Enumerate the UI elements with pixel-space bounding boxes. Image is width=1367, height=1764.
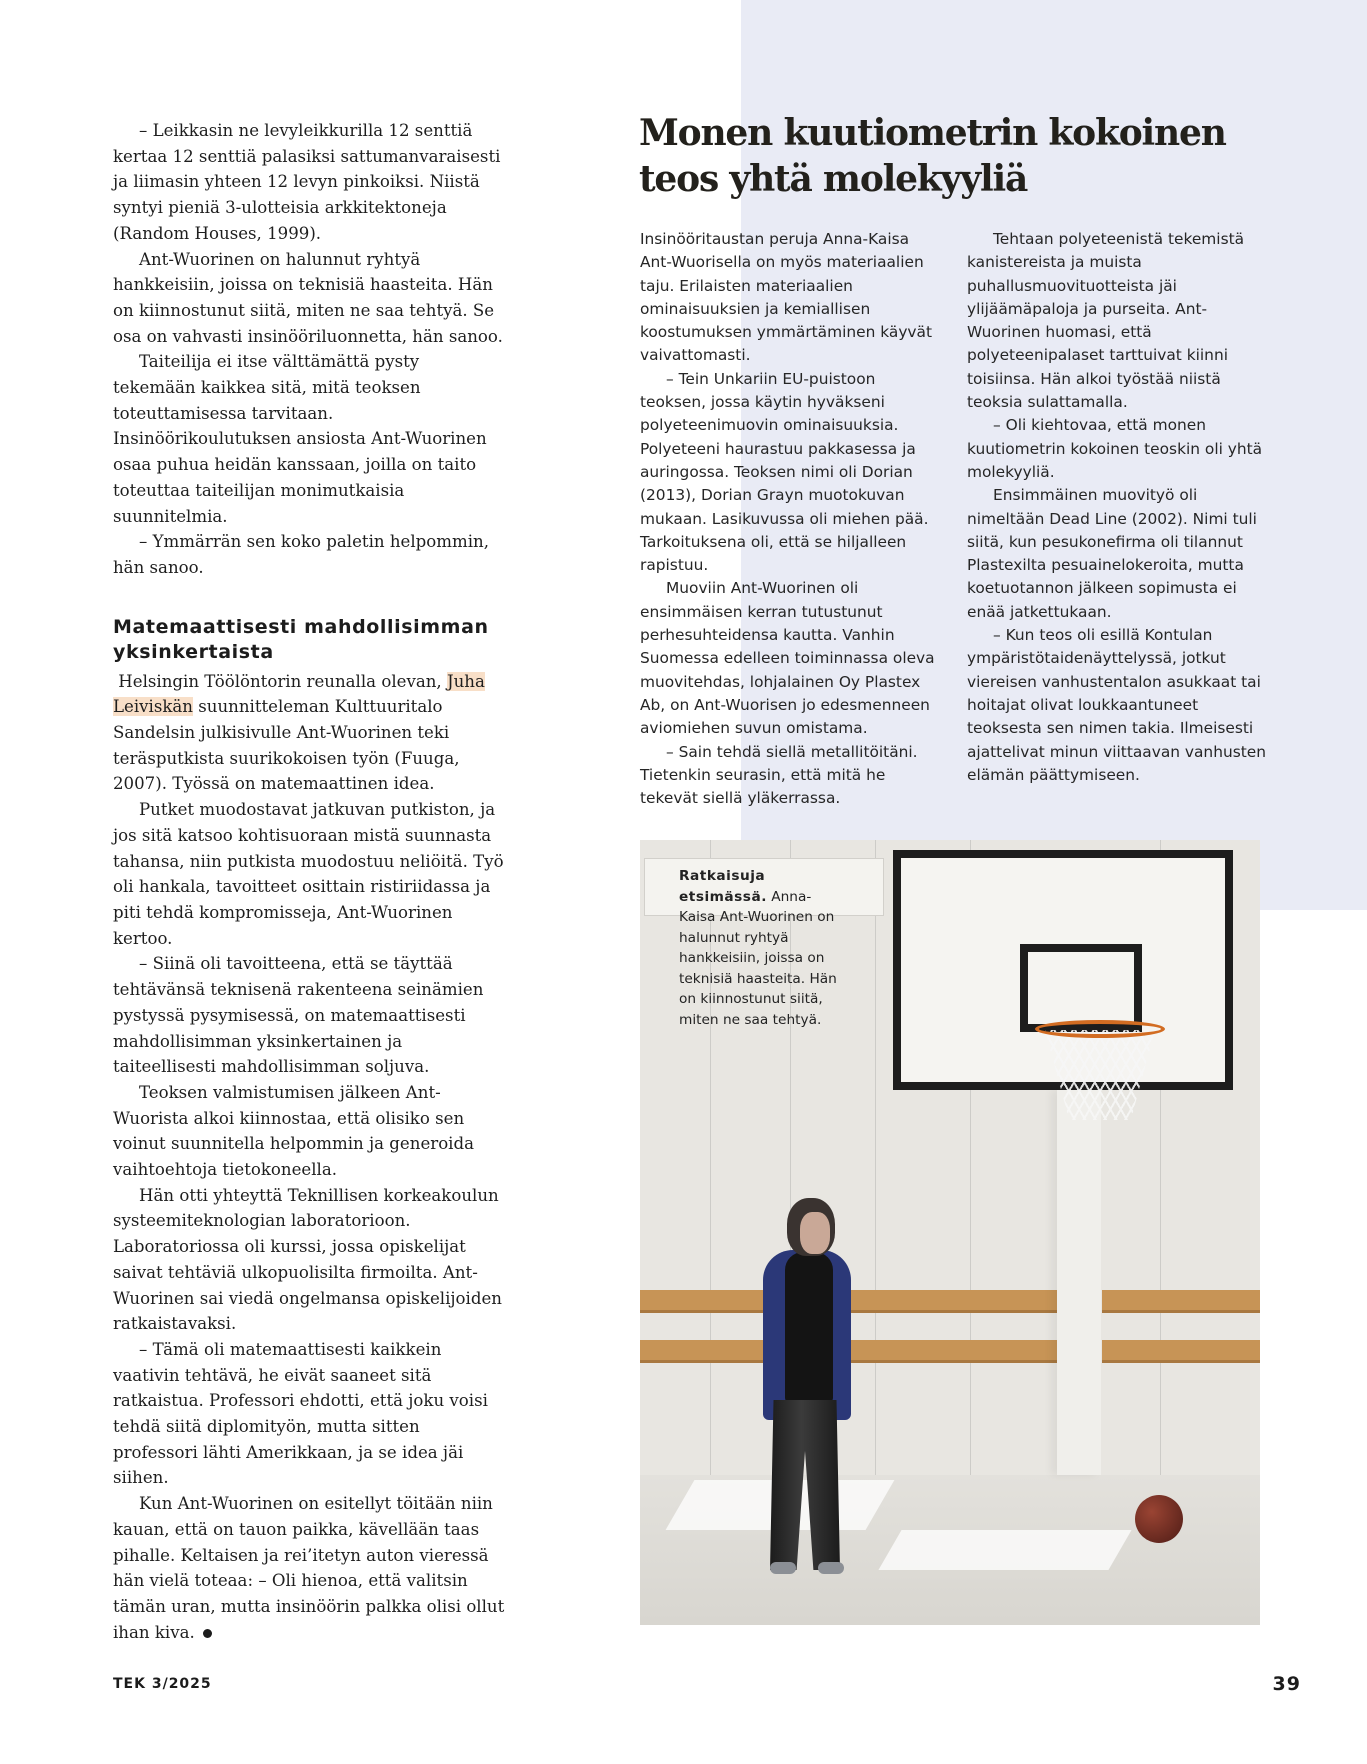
person-shirt xyxy=(785,1252,833,1402)
wall-bench-rail xyxy=(1102,1340,1260,1360)
paragraph: – Sain tehdä siellä metallitöitäni. Tietenkin seurasin, että mitä he tekevät siellä yläkerrassa. xyxy=(640,742,918,808)
left-article-column xyxy=(113,118,505,1645)
paragraph-text: suunnitteleman Kulttuuritalo Sandelsin julkisivulle Ant-Wuorinen teki teräsputkista suurikokoisen työn (Fuuga, 2007). Työssä on matemaattinen idea. xyxy=(113,697,460,794)
right-column-a xyxy=(640,228,940,810)
paragraph: Insinööritaustan peruja Anna-Kaisa Ant-Wuorisella on myös materiaalien taju. Erilaisten materiaalien ominaisuuksien ja kemiallisen koostumuksen ymmärtäminen käyvät vaivattomasti. xyxy=(640,230,933,365)
paragraph: Tehtaan polyeteenistä tekemistä kanistereista ja muista puhallusmuovituotteista jäi ylijäämäpaloja ja purseita. Ant-Wuorinen huomasi, että polyeteenipalaset tarttuivat kiinni toisiinsa. Hän alkoi työstää niistä teoksia sulattamalla. xyxy=(967,230,1245,412)
paragraph: Hän otti yhteyttä Teknillisen korkeakoulun systeemiteknologian laboratorioon. Laboratoriossa oli kurssi, jossa opiskelijat saivat tehtäviä ulkopuolisilta firmoilta. Ant-Wuorinen sai viedä ongelmansa opiskelijoiden ratkaistavaksi. xyxy=(113,1185,502,1334)
paragraph: – Kun teos oli esillä Kontulan ympäristötaidenäyttelyssä, jotkut viereisen vanhustentalon asukkaat tai hoitajat olivat loukkaantuneet teoksesta sen nimen takia. Ilmeisesti ajattelivat minun viittaavan vanhusten elämän päättymiseen. xyxy=(967,626,1266,784)
paragraph: Ensimmäinen muovityö oli nimeltään Dead Line (2002). Nimi tuli siitä, kun pesukonefirma oli tilannut Plastexilta pesuainelokeroita, mutta koetuotannon jälkeen sopimusta ei enää jatkettukaan. xyxy=(967,486,1257,621)
issue-label: TEK 3/2025 xyxy=(113,1676,212,1692)
person-shoe xyxy=(818,1562,844,1574)
paragraph: Muoviin Ant-Wuorinen oli ensimmäisen kerran tutustunut perhesuhteidensa kautta. Vanhin Suomessa edelleen toiminnassa oleva muovitehdas, lohjalainen Oy Plastex Ab, on Ant-Wuorisen jo edesmenneen aviomiehen suvun omistama. xyxy=(640,579,935,738)
subheading: Matemaattisesti mahdollisimman yksinkertaista xyxy=(113,615,489,663)
person-face xyxy=(800,1212,830,1254)
paragraph: – Oli kiehtovaa, että monen kuutiometrin kokoinen teoskin oli yhtä molekyyliä. xyxy=(967,416,1263,481)
page-number: 39 xyxy=(1272,1673,1301,1695)
backboard-target-square xyxy=(1020,944,1142,1032)
paragraph: – Ymmärrän sen koko paletin helpommin, hän sanoo. xyxy=(113,532,490,577)
paragraph-text: Kun Ant-Wuorinen on esitellyt töitään niin kauan, että on tauon paikka, kävellään taas pihalle. Keltaisen ja rei’itetyn auton vieressä hän vielä toteaa: – Oli hienoa, että valitsin tämän uran, mutta insinöörin palkka olisi ollut ihan kiva. xyxy=(113,1494,505,1642)
basketball xyxy=(1135,1495,1183,1543)
paragraph: Taiteilija ei itse välttämättä pysty tekemään kaikkea sitä, mitä teoksen toteuttamisessa tarvitaan. Insinöörikoulutuksen ansiosta Ant-Wuorinen osaa puhua heidän kanssaan, joilla on taito toteuttaa taiteilijan monimutkaisia suunnitelmia. xyxy=(113,352,487,526)
caption-lead: Ratkaisuja etsimässä. xyxy=(679,868,767,905)
paragraph xyxy=(113,669,505,798)
section-headline: Monen kuutiometrin kokoinen teos yhtä molekyyliä xyxy=(639,112,1226,200)
end-mark-icon xyxy=(203,1629,212,1638)
paragraph: Ant-Wuorinen on halunnut ryhtyä hankkeisiin, joissa on teknisiä haasteita. Hän on kiinnostunut siitä, miten ne saa tehtyä. Se osa on vahvasti insinööriluonnetta, hän sanoo. xyxy=(113,249,503,346)
right-column-b xyxy=(967,228,1267,787)
paragraph-text: Helsingin Töölöntorin reunalla olevan, xyxy=(118,671,447,691)
paragraph: Putket muodostavat jatkuvan putkiston, ja jos sitä katsoo kohtisuoraan mistä suunnasta tahansa, niin putkista muodostuu neliöitä. Työ oli hankala, tavoitteet osittain ristiriidassa ja piti tehdä kompromisseja, Ant-Wuorinen kertoo. xyxy=(113,800,504,948)
paragraph: – Siinä oli tavoitteena, että se täyttää tehtävänsä teknisenä rakenteena seinämien pystyssä pysymisessä, on matemaattisesti mahdollisimman yksinkertainen ja taiteellisesti mahdollisimman soljuva. xyxy=(113,954,484,1077)
person-shoe xyxy=(770,1562,796,1574)
wall-seam xyxy=(875,840,876,1475)
caption-text: Anna-Kaisa Ant-Wuorinen on halunnut ryhtyä hankkeisiin, joissa on teknisiä haasteita. Hän on kiinnostunut siitä, miten ne saa tehtyä. xyxy=(679,888,837,1028)
hoop-post xyxy=(1057,1090,1101,1475)
sunlight-patch xyxy=(878,1530,1131,1570)
photo-caption xyxy=(679,866,844,1030)
paragraph: Teoksen valmistumisen jälkeen Ant-Wuorista alkoi kiinnostaa, että olisiko sen voinut suunnitella helpommin ja generoida vaihtoehtoja tietokoneella. xyxy=(113,1082,475,1180)
paragraph: – Leikkasin ne levyleikkurilla 12 senttiä kertaa 12 senttiä palasiksi sattumanvaraisesti ja liimasin yhteen 12 levyn pinkoiksi. Niistä syntyi pieniä 3-ulotteisia arkkitektoneja (Random Houses, 1999). xyxy=(113,121,501,243)
basketball-rim xyxy=(1035,1020,1165,1038)
wall-bench-rail xyxy=(1102,1290,1260,1310)
paragraph xyxy=(113,1491,505,1645)
paragraph: – Tein Unkariin EU-puistoon teoksen, jossa käytin hyväkseni polyeteenimuovin ominaisuuksia. Polyeteeni haurastuu pakkasessa ja auringossa. Teoksen nimi oli Dorian (2013), Dorian Grayn muotokuvan mukaan. Lasikuvussa oli miehen pää. Tarkoituksena oli, että se hiljalleen rapistuu. xyxy=(640,369,929,575)
highlighted-name: Juha Leiviskän xyxy=(113,671,485,717)
paragraph: – Tämä oli matemaattisesti kaikkein vaativin tehtävä, he eivät saaneet sitä ratkaistua. Professori ehdotti, että joku voisi tehdä siitä diplomityön, mutta sitten professori lähti Amerikkaan, ja se idea jäi siihen. xyxy=(113,1339,488,1488)
